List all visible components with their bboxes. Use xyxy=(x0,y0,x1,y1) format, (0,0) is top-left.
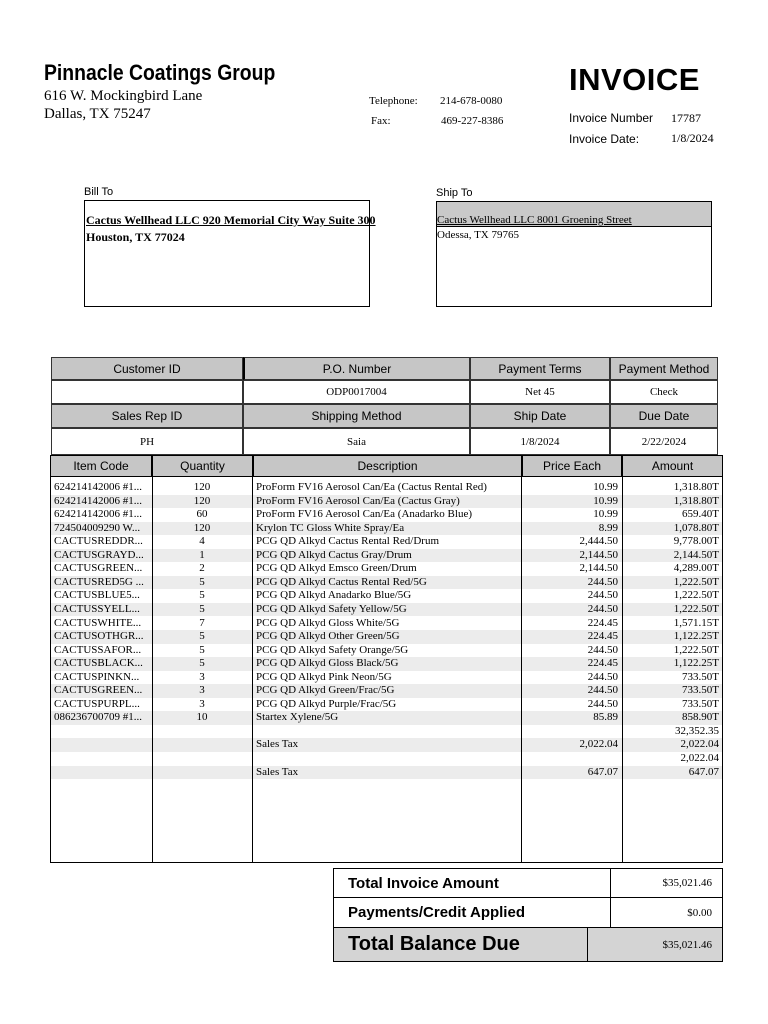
item-code: CACTUSSAFOR... xyxy=(54,643,142,656)
ship-date-header: Ship Date xyxy=(470,404,610,428)
item-description: PCG QD Alkyd Anadarko Blue/5G xyxy=(256,589,412,602)
item-quantity: 3 xyxy=(199,670,205,683)
item-quantity: 5 xyxy=(199,602,205,615)
item-description: PCG QD Alkyd Safety Orange/5G xyxy=(256,643,409,656)
item-amount: 1,222.50T xyxy=(673,575,719,588)
item-amount: 1,122.25T xyxy=(673,657,719,670)
item-amount: 1,318.80T xyxy=(673,494,719,507)
customer-id-header: Customer ID xyxy=(51,357,243,380)
item-description: ProForm FV16 Aerosol Can/Ea (Anadarko Blue) xyxy=(256,508,472,521)
item-price: 244.50 xyxy=(587,697,618,710)
item-price: 224.45 xyxy=(587,657,618,670)
item-quantity: 5 xyxy=(199,643,205,656)
item-price: 224.45 xyxy=(587,616,618,629)
item-code: CACTUSGRAYD... xyxy=(54,548,144,561)
item-description: PCG QD Alkyd Gloss Black/5G xyxy=(256,657,399,670)
item-amount: 647.07 xyxy=(688,765,719,778)
item-description: Sales Tax xyxy=(256,765,299,778)
item-quantity: 3 xyxy=(199,697,205,710)
ship-to-line1: Cactus Wellhead LLC 8001 Groening Street xyxy=(437,214,632,226)
ship-to-box xyxy=(436,201,712,307)
item-description: ProForm FV16 Aerosol Can/Ea (Cactus Rental Red) xyxy=(256,481,487,493)
bill-to-line1: Cactus Wellhead LLC 920 Memorial City Way Suite 300 xyxy=(86,213,376,227)
item-code: 624214142006 #1... xyxy=(54,508,142,521)
item-code: CACTUSPINKN... xyxy=(54,670,140,683)
invoice-number-label: Invoice Number xyxy=(569,111,654,125)
item-quantity: 5 xyxy=(199,589,205,602)
item-amount: 1,222.50T xyxy=(673,589,719,602)
amount-header: Amount xyxy=(622,455,723,477)
telephone-value: 214-678-0080 xyxy=(440,95,503,107)
balance-due-label: Total Balance Due xyxy=(333,927,588,962)
item-quantity: 7 xyxy=(199,616,205,629)
item-price: 10.99 xyxy=(593,508,618,521)
item-price: 244.50 xyxy=(587,643,618,656)
payment-method-value: Check xyxy=(610,380,718,404)
item-amount: 1,222.50T xyxy=(673,643,719,656)
item-description: PCG QD Alkyd Emsco Green/Drum xyxy=(256,562,417,575)
item-amount: 2,022.04 xyxy=(680,752,719,764)
item-description: Startex Xylene/5G xyxy=(256,711,339,724)
item-code-header: Item Code xyxy=(50,455,152,477)
item-amount: 1,571.15T xyxy=(673,616,719,629)
item-quantity: 2 xyxy=(199,562,205,575)
item-code: 624214142006 #1... xyxy=(54,481,142,493)
item-amount: 1,318.80T xyxy=(673,481,719,493)
balance-due-value: $35,021.46 xyxy=(587,927,723,962)
shipping-method-value: Saia xyxy=(243,428,470,455)
item-description: Sales Tax xyxy=(256,738,299,751)
item-code: CACTUSGREEN... xyxy=(54,562,143,575)
item-code: CACTUSRED5G ... xyxy=(54,575,144,588)
item-quantity: 60 xyxy=(196,508,208,521)
item-amount: 1,078.80T xyxy=(673,521,719,534)
item-quantity: 120 xyxy=(193,481,211,493)
item-code: 724504009290 W... xyxy=(54,521,141,534)
shipping-method-header: Shipping Method xyxy=(243,404,470,428)
item-description: PCG QD Alkyd Green/Frac/5G xyxy=(256,684,395,697)
sales-rep-value: PH xyxy=(51,428,243,455)
item-price: 2,022.04 xyxy=(579,738,618,751)
telephone-label: Telephone: xyxy=(369,95,418,107)
item-amount: 2,144.50T xyxy=(673,548,719,561)
item-quantity: 10 xyxy=(196,711,208,724)
company-name: Pinnacle Coatings Group xyxy=(44,60,276,85)
sales-rep-header: Sales Rep ID xyxy=(51,404,243,428)
item-quantity: 120 xyxy=(193,494,211,507)
item-price: 2,144.50 xyxy=(579,548,618,561)
item-amount: 4,289.00T xyxy=(673,562,719,575)
item-price: 244.50 xyxy=(587,589,618,602)
company-address-line1: 616 W. Mockingbird Lane xyxy=(44,88,203,104)
item-price: 244.50 xyxy=(587,602,618,615)
item-price: 10.99 xyxy=(593,494,618,507)
item-code: 086236700709 #1... xyxy=(54,711,142,724)
ship-to-label: Ship To xyxy=(436,187,473,199)
fax-label: Fax: xyxy=(371,115,391,127)
item-price: 85.89 xyxy=(593,711,618,724)
item-quantity: 1 xyxy=(199,548,205,561)
customer-id-value xyxy=(51,380,243,404)
item-amount: 32,352.35 xyxy=(675,724,719,737)
company-address-line2: Dallas, TX 75247 xyxy=(44,106,151,122)
invoice-number: 17787 xyxy=(671,111,701,125)
item-quantity: 4 xyxy=(199,535,205,548)
item-code: CACTUSWHITE... xyxy=(54,616,142,629)
item-description: Krylon TC Gloss White Spray/Ea xyxy=(256,521,405,534)
payment-method-header: Payment Method xyxy=(610,357,718,380)
po-number-value: ODP0017004 xyxy=(243,380,470,404)
description-header: Description xyxy=(253,455,522,477)
ship-date-value: 1/8/2024 xyxy=(470,428,610,455)
item-quantity: 5 xyxy=(199,657,205,670)
due-date-header: Due Date xyxy=(610,404,718,428)
total-invoice-value: $35,021.46 xyxy=(610,868,723,898)
item-quantity: 5 xyxy=(199,575,205,588)
payments-value: $0.00 xyxy=(610,897,723,928)
total-invoice-label: Total Invoice Amount xyxy=(333,868,611,898)
item-price: 10.99 xyxy=(593,481,618,493)
item-price: 647.07 xyxy=(587,765,618,778)
item-code: CACTUSSYELL... xyxy=(54,602,140,615)
item-description: PCG QD Alkyd Other Green/5G xyxy=(256,630,400,643)
item-price: 2,144.50 xyxy=(579,562,618,575)
item-amount: 659.40T xyxy=(682,508,719,521)
item-code: CACTUSGREEN... xyxy=(54,684,143,697)
item-amount: 733.50T xyxy=(682,684,719,697)
item-amount: 733.50T xyxy=(682,697,719,710)
payment-terms-header: Payment Terms xyxy=(470,357,610,380)
quantity-header: Quantity xyxy=(152,455,253,477)
item-description: PCG QD Alkyd Safety Yellow/5G xyxy=(256,602,407,615)
item-code: CACTUSPURPL... xyxy=(54,697,140,710)
invoice-date: 1/8/2024 xyxy=(671,131,714,145)
item-price: 244.50 xyxy=(587,670,618,683)
item-description: PCG QD Alkyd Cactus Gray/Drum xyxy=(256,548,412,561)
item-amount: 9,778.00T xyxy=(673,535,719,548)
invoice-title: INVOICE xyxy=(569,62,700,97)
ship-to-line2: Odessa, TX 79765 xyxy=(437,229,519,241)
item-price: 224.45 xyxy=(587,630,618,643)
po-number-header: P.O. Number xyxy=(243,357,470,380)
fax-value: 469-227-8386 xyxy=(441,115,504,127)
bill-to-label: Bill To xyxy=(84,186,114,198)
item-code: CACTUSOTHGR... xyxy=(54,630,144,643)
item-description: PCG QD Alkyd Cactus Rental Red/Drum xyxy=(256,535,440,548)
item-quantity: 5 xyxy=(199,630,205,643)
item-amount: 733.50T xyxy=(682,670,719,683)
item-description: PCG QD Alkyd Purple/Frac/5G xyxy=(256,697,397,710)
item-amount: 1,222.50T xyxy=(673,602,719,615)
item-amount: 1,122.25T xyxy=(673,630,719,643)
item-code: 624214142006 #1... xyxy=(54,494,142,507)
item-price: 244.50 xyxy=(587,684,618,697)
item-description: PCG QD Alkyd Gloss White/5G xyxy=(256,616,400,629)
item-quantity: 120 xyxy=(193,521,211,534)
due-date-value: 2/22/2024 xyxy=(610,428,718,455)
payments-label: Payments/Credit Applied xyxy=(333,897,611,928)
item-quantity: 3 xyxy=(199,684,205,697)
item-description: PCG QD Alkyd Cactus Rental Red/5G xyxy=(256,575,427,588)
item-amount: 2,022.04 xyxy=(680,738,719,751)
item-code: CACTUSBLUE5... xyxy=(54,589,140,602)
price-each-header: Price Each xyxy=(522,455,622,477)
item-description: ProForm FV16 Aerosol Can/Ea (Cactus Gray) xyxy=(256,494,460,507)
bill-to-line2: Houston, TX 77024 xyxy=(86,230,185,244)
item-code: CACTUSREDDR... xyxy=(54,535,143,548)
payment-terms-value: Net 45 xyxy=(470,380,610,404)
invoice-date-label: Invoice Date: xyxy=(569,132,640,146)
item-code: CACTUSBLACK... xyxy=(54,657,143,670)
item-price: 2,444.50 xyxy=(579,535,618,548)
item-price: 244.50 xyxy=(587,575,618,588)
item-price: 8.99 xyxy=(598,521,618,534)
item-description: PCG QD Alkyd Pink Neon/5G xyxy=(256,670,392,683)
bill-to-box xyxy=(84,200,376,307)
item-amount: 858.90T xyxy=(682,711,719,724)
